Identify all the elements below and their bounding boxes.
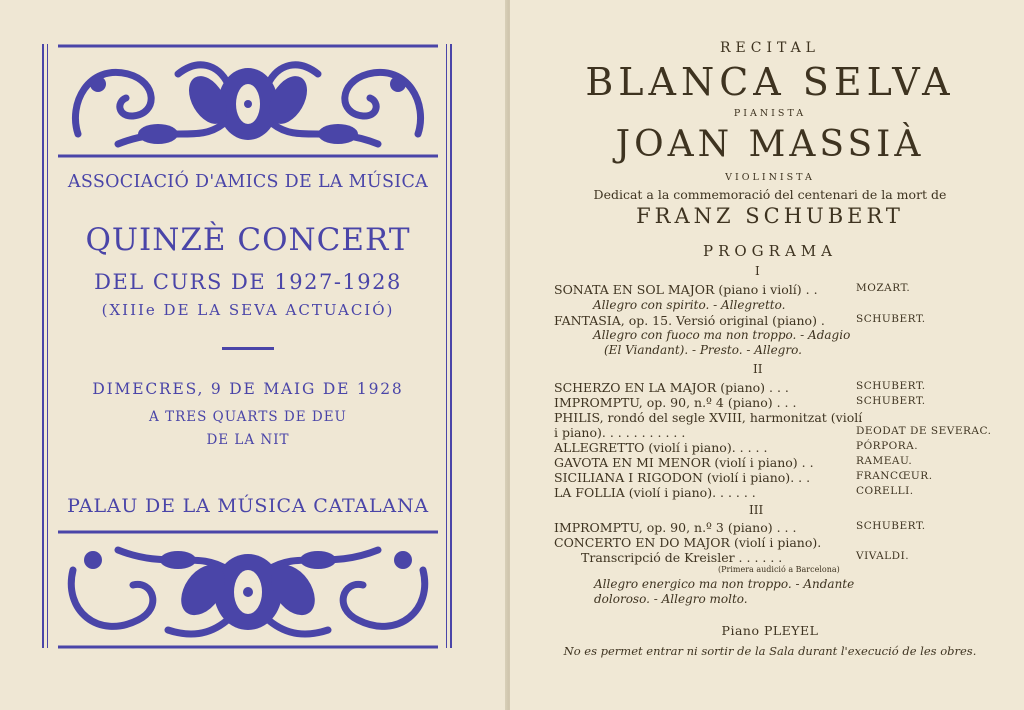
program-item: [554, 485, 984, 501]
program-item: [554, 395, 984, 411]
composer: SCHUBERT.: [856, 380, 926, 392]
honoree-name: FRANZ SCHUBERT: [636, 204, 904, 228]
program-item: [554, 535, 984, 551]
work-title: FANTASIA, op. 15. Versió original (piano) .: [554, 313, 825, 328]
performance-number: (XIIIe DE LA SEVA ACTUACIÓ): [101, 301, 395, 319]
program-item: [554, 455, 984, 471]
composer: RAMEAU.: [856, 455, 913, 467]
concert-title: QUINZÈ CONCERT: [85, 222, 411, 258]
program-item: [554, 313, 984, 329]
work-title: PHILIS, rondó del segle XVIII, harmonitzat (violí: [554, 410, 863, 425]
program-item: [554, 410, 984, 426]
frame-rule: [42, 44, 44, 648]
tempo-marking: Allegro energico ma non troppo. - Andante: [594, 577, 855, 591]
section-numeral: III: [749, 503, 764, 517]
concert-date: DIMECRES, 9 DE MAIG DE 1928: [92, 380, 404, 398]
composer: SCHUBERT.: [856, 520, 926, 532]
performer-name-2: JOAN MASSIÀ: [615, 124, 925, 165]
frame-rule: [446, 44, 447, 648]
frame-rule: [47, 44, 48, 648]
work-title: GAVOTA EN MI MENOR (violí i piano) . .: [554, 455, 814, 470]
bottom-floral-ornament: [58, 530, 438, 650]
work-title: ALLEGRETTO (violí i piano). . . . .: [554, 440, 768, 455]
composer: MOZART.: [856, 282, 911, 294]
tempo-marking: (El Viandant). - Presto. - Allegro.: [604, 343, 802, 357]
piano-brand: Piano PLEYEL: [721, 623, 819, 638]
frame-rule: [450, 44, 452, 648]
composer: PÓRPORA.: [856, 440, 919, 452]
performer-name-1: BLANCA SELVA: [585, 60, 955, 104]
work-title: Transcripció de Kreisler . . . . . .: [581, 550, 783, 565]
tempo-marking: Allegro con fuoco ma non troppo. - Adagio: [593, 328, 851, 342]
composer: FRANCŒUR.: [856, 470, 933, 482]
section-numeral: I: [755, 264, 760, 278]
work-title: IMPROMPTU, op. 90, n.º 3 (piano) . . .: [554, 520, 797, 535]
composer: DEODAT DE SEVERAC.: [856, 425, 992, 437]
program-item: [554, 282, 984, 298]
composer: CORELLI.: [856, 485, 914, 497]
top-floral-ornament: [58, 44, 438, 160]
entry-notice: No es permet entrar ni sortir de la Sala durant l'execució de les obres.: [563, 644, 977, 658]
association-name: ASSOCIACIÓ D'AMICS DE LA MÚSICA: [67, 172, 429, 192]
work-title: i piano). . . . . . . . . . .: [554, 425, 686, 440]
work-title: SONATA EN SOL MAJOR (piano i violí) . .: [554, 282, 818, 297]
program-item: [554, 380, 984, 396]
program-item: [554, 440, 984, 456]
program-item: [581, 550, 984, 566]
work-title: SCHERZO EN LA MAJOR (piano) . . .: [554, 380, 789, 395]
work-title: LA FOLLIA (violí i piano). . . . . .: [554, 485, 756, 500]
recital-label: RECITAL: [720, 40, 820, 56]
dedication: Dedicat a la commemoració del centenari de la mort de: [593, 187, 947, 202]
composer: SCHUBERT.: [856, 395, 926, 407]
tempo-marking: doloroso. - Allegro molto.: [594, 592, 748, 606]
composer: VIVALDI.: [856, 550, 910, 562]
concert-time-1: A TRES QUARTS DE DEU: [149, 409, 347, 425]
divider: [222, 347, 274, 350]
concert-time-2: DE LA NIT: [206, 432, 290, 448]
premiere-note: (Primera audició a Barcelona): [718, 565, 840, 574]
section-numeral: II: [753, 362, 763, 376]
composer: SCHUBERT.: [856, 313, 926, 325]
program-item: [554, 425, 992, 441]
programa-heading: PROGRAMA: [703, 242, 837, 260]
venue: PALAU DE LA MÚSICA CATALANA: [67, 495, 429, 517]
work-title: CONCERTO EN DO MAJOR (violí i piano).: [554, 535, 822, 550]
program-item: [554, 470, 984, 486]
work-title: IMPROMPTU, op. 90, n.º 4 (piano) . . .: [554, 395, 797, 410]
program-item: [554, 520, 984, 536]
performer-role-1: PIANISTA: [733, 108, 807, 119]
performer-role-2: VIOLINISTA: [725, 172, 815, 183]
course-year: DEL CURS DE 1927-1928: [94, 270, 402, 294]
tempo-marking: Allegro con spirito. - Allegretto.: [593, 298, 786, 312]
work-title: SICILIANA I RIGODON (violí i piano). . .: [554, 470, 811, 485]
